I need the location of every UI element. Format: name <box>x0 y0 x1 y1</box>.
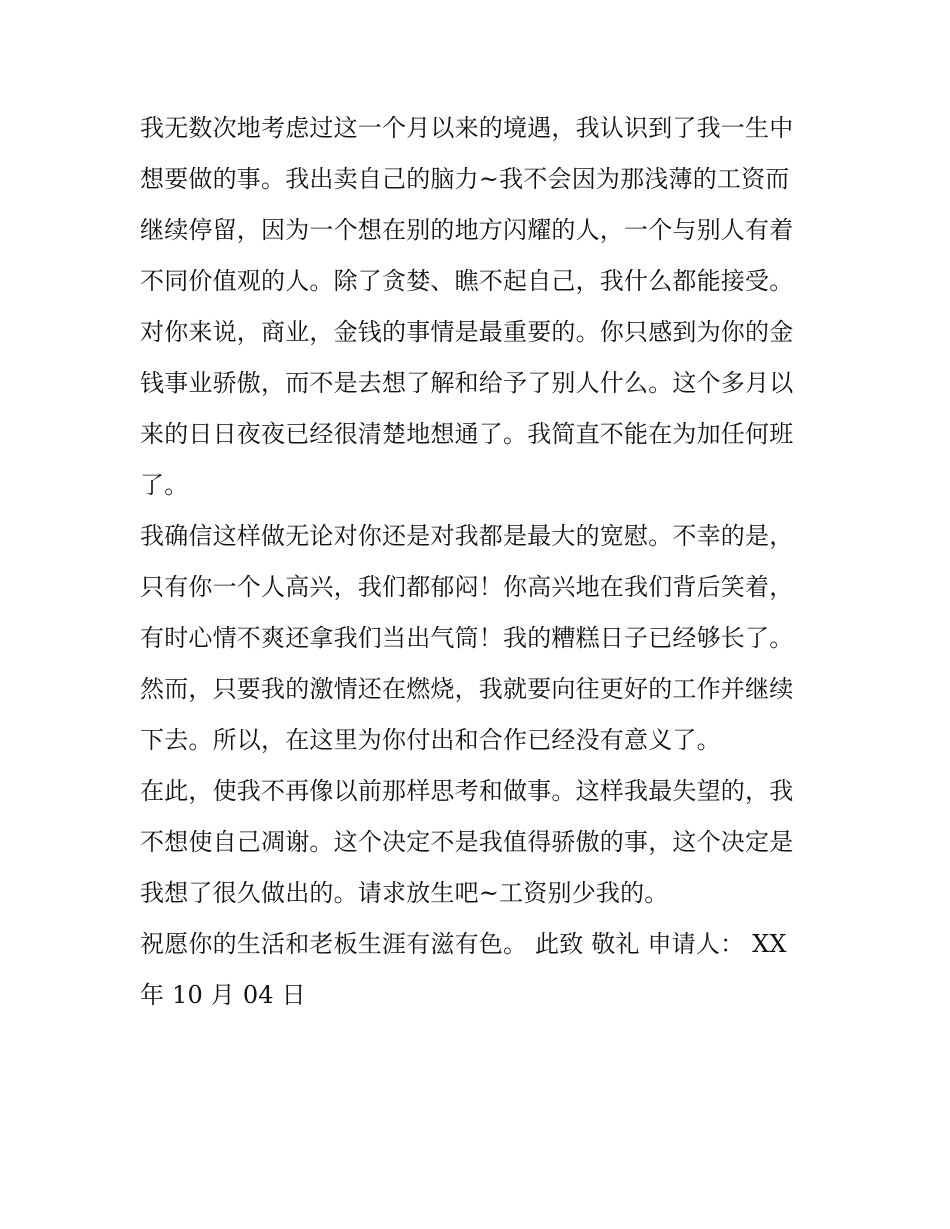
text-line: 我无数次地考虑过这一个月以来的境遇，我认识到了我一生中 <box>140 114 794 142</box>
letter-body <box>140 103 820 1021</box>
closing-signature-line: 祝愿你的生活和老板生涯有滋有色。 此致 敬礼 申请人： XX <box>140 930 787 958</box>
text-line: 我想了很久做出的。请求放生吧~工资别少我的。 <box>140 879 669 907</box>
text-line: 不想使自己凋谢。这个决定不是我值得骄傲的事，这个决定是 <box>140 828 794 856</box>
text-line: 有时心情不爽还拿我们当出气筒！我的糟糕日子已经够长了。 <box>140 624 794 652</box>
text-line: 来的日日夜夜已经很清楚地想通了。我简直不能在为加任何班 <box>140 420 794 448</box>
text-line: 下去。所以，在这里为你付出和合作已经没有意义了。 <box>140 726 721 754</box>
text-line: 继续停留，因为一个想在别的地方闪耀的人，一个与别人有着 <box>140 216 794 244</box>
text-line: 我确信这样做无论对你还是对我都是最大的宽慰。不幸的是， <box>140 522 794 550</box>
text-line: 了。 <box>140 471 189 499</box>
text-line: 想要做的事。我出卖自己的脑力~我不会因为那浅薄的工资而 <box>140 165 790 193</box>
text-line: 在此，使我不再像以前那样思考和做事。这样我最失望的，我 <box>140 777 794 805</box>
text-line: 然而，只要我的激情还在燃烧，我就要向往更好的工作并继续 <box>140 675 794 703</box>
text-line: 钱事业骄傲，而不是去想了解和给予了别人什么。这个多月以 <box>140 369 794 397</box>
text-line: 只有你一个人高兴，我们都郁闷！你高兴地在我们背后笑着， <box>140 573 794 601</box>
date-line: 年 10 月 04 日 <box>140 981 306 1009</box>
text-line: 不同价值观的人。除了贪婪、瞧不起自己，我什么都能接受。 <box>140 267 794 295</box>
text-line: 对你来说，商业，金钱的事情是最重要的。你只感到为你的金 <box>140 318 794 346</box>
